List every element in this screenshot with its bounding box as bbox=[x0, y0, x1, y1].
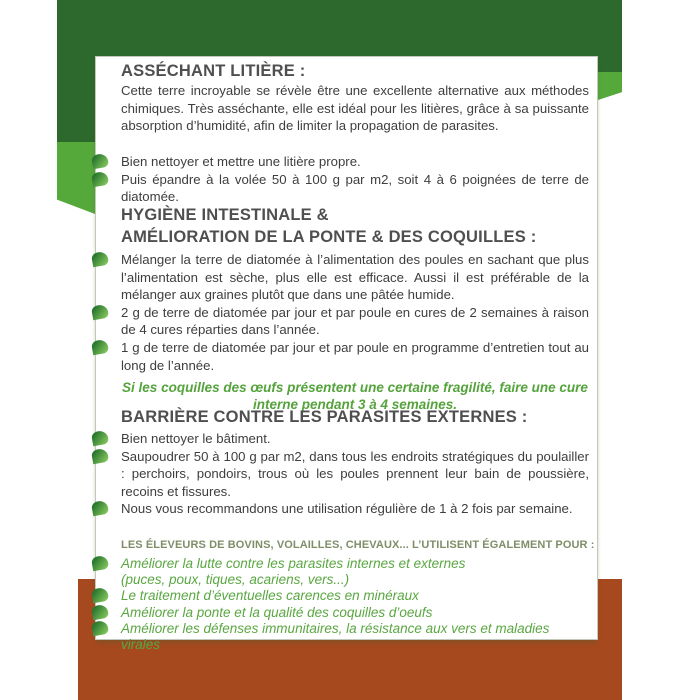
leaf-icon bbox=[91, 153, 109, 170]
body-paragraph: Cette terre incroyable se révèle être une excellente alternative aux méthodes chimiques. Très asséchante, elle est idéal pour les litières, grâce à sa puissante absorption d’humidité, afin de limiter la propagation de parasites. bbox=[121, 83, 589, 134]
bullet-text: Puis épandre à la volée 50 à 100 g par m2, soit 4 à 6 poignées de terre de diatomée. bbox=[121, 171, 589, 205]
green-bullet-item bbox=[121, 588, 589, 604]
bullet-text: Nous vous recommandons une utilisation régulière de 1 à 2 fois par semaine. bbox=[121, 501, 573, 517]
bullet-text: Bien nettoyer et mettre une litière propre. bbox=[121, 154, 361, 169]
leaf-icon bbox=[91, 620, 109, 637]
bullet-item bbox=[121, 171, 589, 206]
note-italic: Si les coquilles des œufs présentent une certaine fragilité, faire une cure interne pendant 3 à 4 semaines. bbox=[122, 380, 588, 412]
assechant-paragraph-wrap bbox=[121, 82, 589, 135]
bullet-text: 1 g de terre de diatomée par jour et par poule en programme d’entretien tout au long de l’année. bbox=[121, 339, 589, 373]
leaf-icon bbox=[91, 430, 109, 447]
bullet-text: 2 g de terre de diatomée par jour et par poule en cures de 2 semaines à raison de 4 cures réparties dans l’année. bbox=[121, 304, 589, 338]
bullet-text: (puces, poux, tiques, acariens, vers...) bbox=[121, 572, 350, 588]
bullet-text: Mélanger la terre de diatomée à l’alimentation des poules en sachant que plus l’alimentation est sèche, plus elle est efficace. Aussi il est préférable de la mélanger aux graines plutôt que dans une pâtée humide. bbox=[121, 252, 589, 303]
bullet-item bbox=[121, 304, 589, 339]
eleveurs-heading: LES ÉLEVEURS DE BOVINS, VOLAILLES, CHEVAUX... L’UTILISENT ÉGALEMENT POUR : bbox=[121, 539, 595, 551]
bullet-text: Le traitement d’éventuelles carences en minéraux bbox=[121, 588, 419, 604]
right-ribbon-dark bbox=[598, 56, 622, 72]
bullet-item bbox=[121, 339, 589, 374]
bullet-item bbox=[121, 430, 589, 448]
leaf-icon bbox=[91, 251, 109, 268]
bullet-text: Bien nettoyer le bâtiment. bbox=[121, 431, 271, 446]
bullet-item bbox=[121, 153, 589, 171]
barriere-bullets bbox=[121, 430, 589, 518]
hygiene-bullets bbox=[121, 251, 589, 374]
bullet-item bbox=[121, 500, 589, 518]
section-eleveurs bbox=[121, 539, 595, 551]
section-heading: BARRIÈRE CONTRE LES PARASITES EXTERNES : bbox=[121, 408, 528, 426]
bullet-text: Améliorer la ponte et la qualité des coquilles d’oeufs bbox=[121, 604, 433, 620]
green-bullet-item bbox=[121, 621, 589, 653]
leaf-icon bbox=[91, 500, 109, 517]
eleveurs-list bbox=[121, 556, 589, 653]
section-barriere bbox=[121, 408, 589, 427]
right-ribbon-light bbox=[598, 72, 622, 100]
leaf-icon bbox=[91, 555, 109, 572]
bullet-text: Améliorer les défenses immunitaires, la résistance aux vers et maladies virales bbox=[121, 620, 550, 653]
section-heading: ASSÉCHANT LITIÈRE : bbox=[121, 62, 306, 80]
bullet-item bbox=[121, 448, 589, 501]
label-card bbox=[95, 56, 598, 653]
green-bullet-item bbox=[121, 556, 589, 572]
heading-line-2: AMÉLIORATION DE LA PONTE & DES COQUILLES : bbox=[121, 227, 537, 246]
left-ribbon-light bbox=[57, 142, 95, 214]
bullet-item bbox=[121, 251, 589, 304]
leaf-icon bbox=[91, 303, 109, 320]
green-bullet-continuation bbox=[121, 572, 589, 588]
leaf-icon bbox=[91, 170, 109, 187]
bullet-text: Améliorer la lutte contre les parasites internes et externes bbox=[121, 556, 466, 571]
section-hygiene bbox=[121, 205, 589, 248]
left-ribbon-dark bbox=[57, 56, 95, 142]
leaf-icon bbox=[91, 447, 109, 464]
leaf-icon bbox=[91, 587, 109, 604]
leaf-icon bbox=[91, 603, 109, 620]
bullet-text: Saupoudrer 50 à 100 g par m2, dans tous les endroits stratégiques du poulailler : perchoirs, pondoirs, trous où les poules prennent leur bain de poussière, recoins et fissures. bbox=[121, 448, 589, 499]
green-header-band bbox=[57, 0, 622, 56]
leaf-icon bbox=[91, 339, 109, 356]
section-assechant bbox=[121, 62, 589, 81]
section-heading bbox=[121, 205, 589, 248]
assechant-bullets bbox=[121, 153, 589, 206]
heading-line-1: HYGIÈNE INTESTINALE & bbox=[121, 206, 329, 224]
green-bullet-item bbox=[121, 605, 589, 621]
